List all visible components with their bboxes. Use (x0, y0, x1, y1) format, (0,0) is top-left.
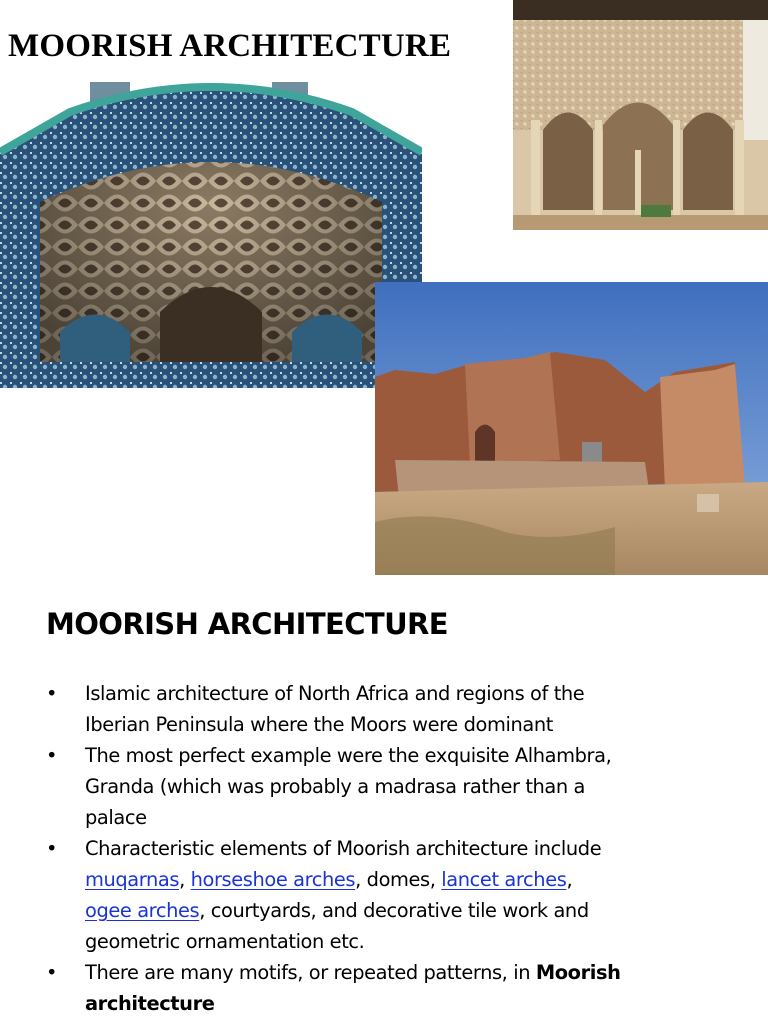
bullet-dot: • (46, 682, 58, 705)
bullet-4-bold-2: architecture (85, 992, 215, 1015)
bullet-3-sep-2: , domes, (355, 868, 442, 891)
bullet-4-bold-1: Moorish (535, 961, 621, 984)
bullet-2-line-1: The most perfect example were the exquisite Alhambra, (85, 744, 612, 767)
bullet-1-line-2: Iberian Peninsula where the Moors were dominant (85, 713, 553, 736)
bullet-3-rest: , courtyards, and decorative tile work and (199, 899, 589, 922)
muqarnas-vault-photo (0, 82, 422, 388)
bullet-dot: • (46, 837, 58, 860)
fortress-ruins-photo (375, 282, 768, 575)
bullet-3-sep-3: , (566, 868, 573, 891)
bullet-4-line-1: There are many motifs, or repeated patterns, in (85, 961, 536, 984)
bullet-list (46, 678, 746, 1019)
slide-title-top: MOORISH ARCHITECTURE (8, 28, 452, 64)
bullet-3-line-4: geometric ornamentation etc. (85, 930, 365, 953)
bullet-2-line-2: Granda (which was probably a madrasa rather than a (85, 775, 586, 798)
bullet-dot: • (46, 744, 58, 767)
bullet-item-2 (46, 740, 746, 833)
bullet-3-sep-1: , (179, 868, 191, 891)
ogee-arches-link[interactable]: ogee arches (85, 899, 200, 922)
muqarnas-link[interactable]: muqarnas (85, 868, 180, 891)
bullet-item-4 (46, 957, 746, 1019)
bullet-3-line-1: Characteristic elements of Moorish architecture include (85, 837, 602, 860)
alhambra-court-photo (513, 0, 768, 230)
bullet-2-line-3: palace (85, 806, 147, 829)
bullet-item-3 (46, 833, 746, 957)
bullet-dot: • (46, 961, 58, 984)
bullet-item-1 (46, 678, 746, 740)
bullet-1-line-1: Islamic architecture of North Africa and regions of the (85, 682, 585, 705)
horseshoe-arches-link[interactable]: horseshoe arches (190, 868, 356, 891)
lancet-arches-link[interactable]: lancet arches (441, 868, 567, 891)
slide-title-main: MOORISH ARCHITECTURE (46, 607, 449, 641)
